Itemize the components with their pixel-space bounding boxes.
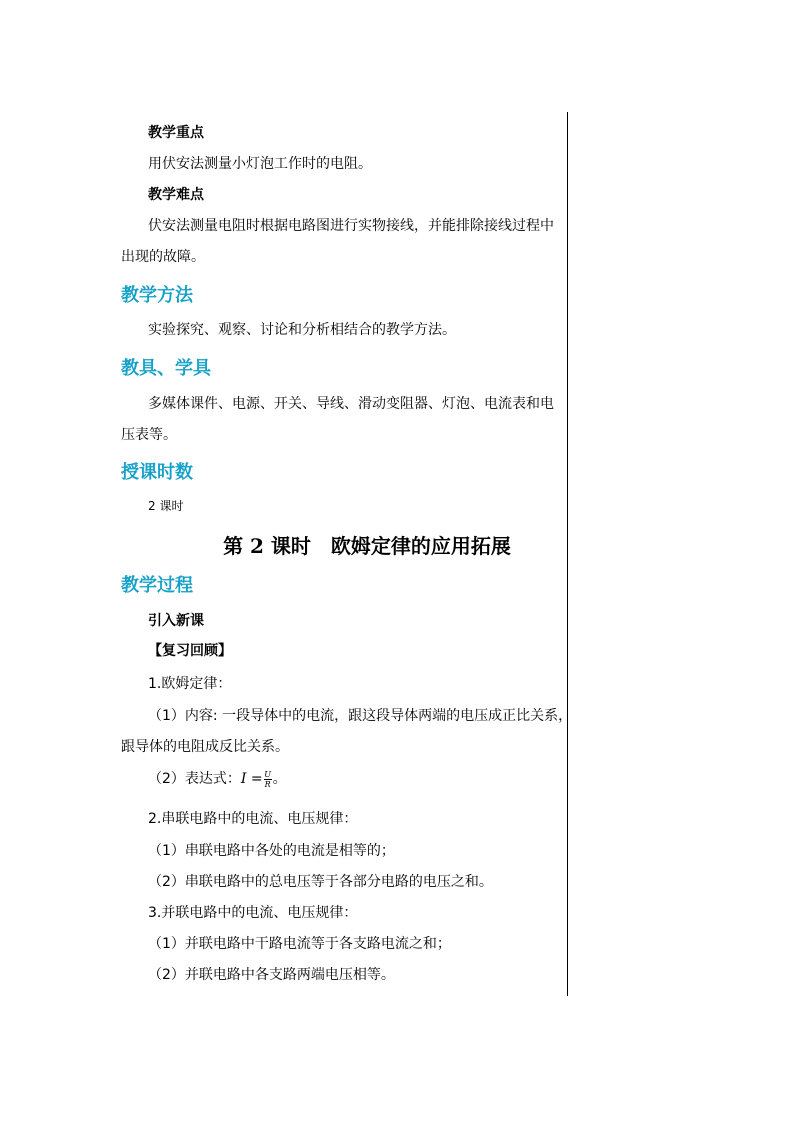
hours-text: 2 课时 — [148, 499, 184, 513]
difficulty-title: 教学难点 — [148, 187, 204, 203]
formula-fraction — [264, 770, 272, 789]
formula-numerator: U — [264, 769, 272, 779]
intro-title: 引入新课 — [148, 613, 204, 629]
item-2-2: （2）串联电路中的总电压等于各部分电路的电压之和。 — [148, 874, 493, 890]
process-heading: 教学过程 — [121, 575, 193, 596]
formula-denominator: R — [264, 779, 271, 789]
item-1-1-line-1: （1）内容: 一段导体中的电流，跟这段导体两端的电压成正比关系， — [148, 708, 573, 724]
item-1: 1.欧姆定律： — [148, 676, 232, 692]
method-text: 实验探究、观察、讨论和分析相结合的教学方法。 — [148, 322, 456, 338]
tools-text-line-1: 多媒体课件、电源、开关、导线、滑动变阻器、灯泡、电流表和电 — [148, 396, 554, 412]
lesson-title: 第 2 课时 欧姆定律的应用拓展 — [223, 534, 511, 558]
hours-heading: 授课时数 — [121, 462, 193, 483]
item-2: 2.串联电路中的电流、电压规律： — [148, 811, 358, 827]
item-3-2: （2）并联电路中各支路两端电压相等。 — [148, 967, 395, 983]
item-3-1: （1）并联电路中干路电流等于各支路电流之和； — [148, 936, 451, 952]
item-1-2 — [148, 768, 287, 789]
item-3: 3.并联电路中的电流、电压规律： — [148, 905, 358, 921]
method-heading: 教学方法 — [121, 285, 193, 306]
item-1-2-prefix: （2）表达式： — [148, 771, 241, 787]
review-title: 【复习回顾】 — [148, 643, 232, 659]
key-point-title: 教学重点 — [148, 125, 204, 141]
formula-suffix: 。 — [272, 771, 287, 787]
difficulty-text-line-1: 伏安法测量电阻时根据电路图进行实物接线，并能排除接线过程中 — [148, 218, 554, 234]
formula-lhs: I = — [240, 771, 263, 787]
item-1-1-line-2: 跟导体的电阻成反比关系。 — [121, 739, 289, 755]
tools-text-line-2: 压表等。 — [121, 427, 177, 443]
item-2-1: （1）串联电路中各处的电流是相等的； — [148, 843, 395, 859]
key-point-text: 用伏安法测量小灯泡工作时的电阻。 — [148, 156, 372, 172]
tools-heading: 教具、学具 — [121, 358, 211, 379]
difficulty-text-line-2: 出现的故障。 — [121, 249, 205, 265]
